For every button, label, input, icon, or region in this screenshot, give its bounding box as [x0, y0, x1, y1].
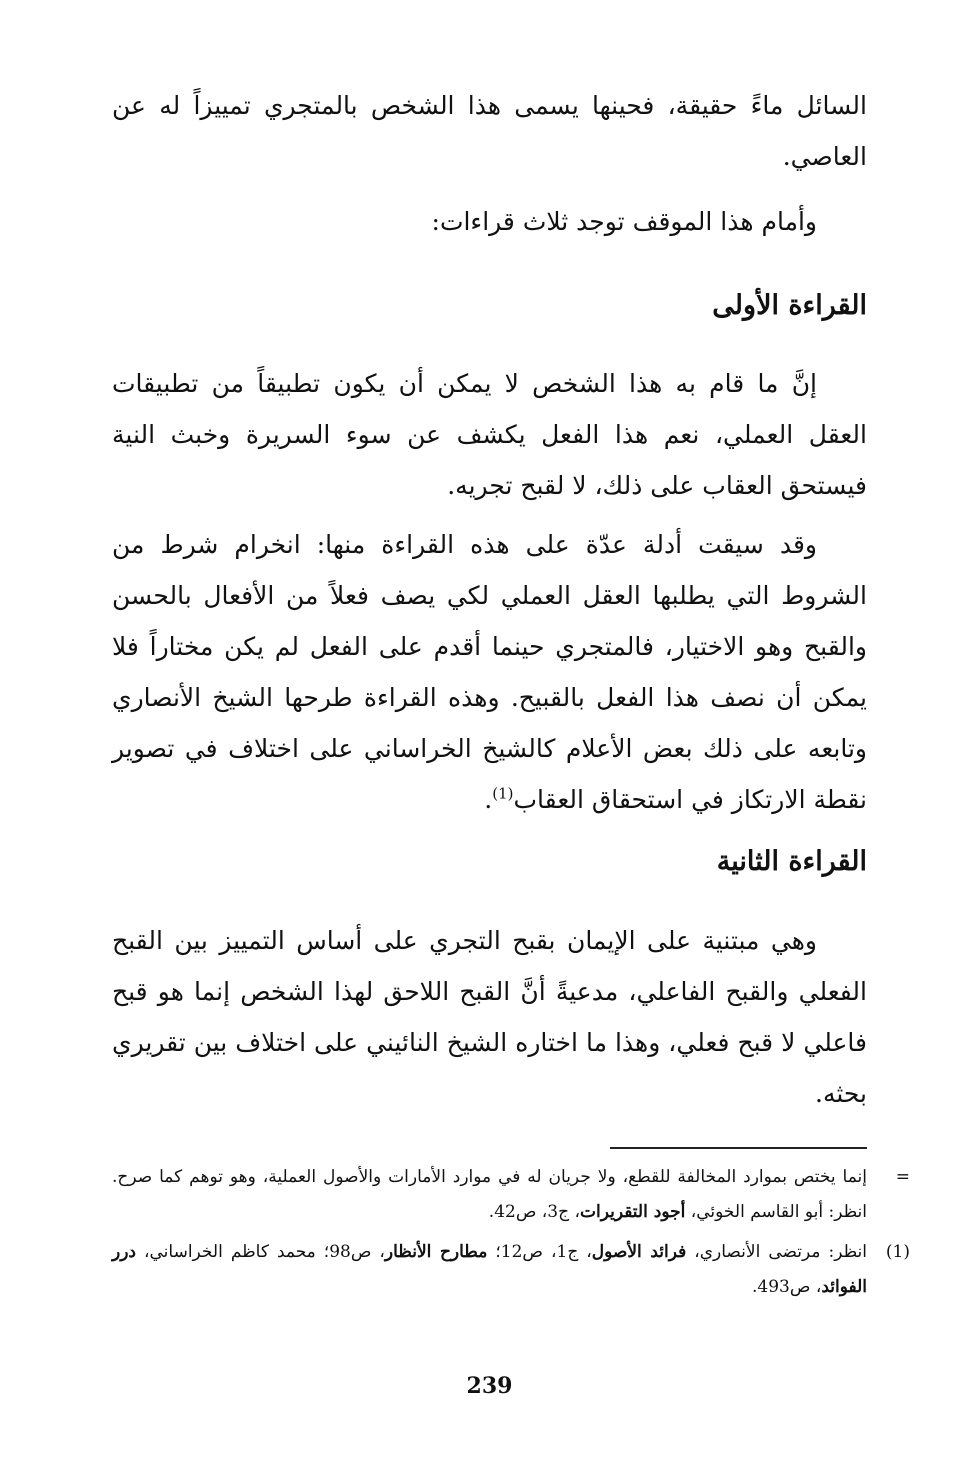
footnote-ref-1[interactable]: (1) [492, 784, 514, 803]
intro-paragraph [112, 80, 867, 182]
footnote-1-book-2: مطارح الأنظار [384, 1242, 488, 1262]
footnote-1-text-d: ، ص493. [752, 1277, 822, 1297]
first-reading-evidence-paragraph [112, 519, 867, 825]
footnote-1 [112, 1235, 910, 1305]
footnote-1-book-1: فرائد الأصول [591, 1242, 687, 1262]
evidence-text: وقد سيقت أدلة عدّة على هذه القراءة منها: انخرام شرط من الشروط التي يطلبها العقل العملي لكي يصف فعلاً من الأفعال بالحسن والقبح وهو الاختيار، فالمتجري حينما أقدم على الفعل لم يكن مختاراً فلا يمكن أن نصف هذا الفعل بالقبيح. وهذه القراءة طرحها الشيخ الأنصاري وتابعه على ذلك بعض الأعلام كالشيخ الخراساني على اختلاف في تصوير نقطة الارتكاز في استحقاق العقاب [112, 530, 867, 814]
footnote-1-text-c: ، ص98؛ محمد كاظم الخراساني، [136, 1242, 385, 1262]
first-reading-heading: القراءة الأولى [712, 290, 867, 321]
first-reading-text: إنَّ ما قام به هذا الشخص لا يمكن أن يكون تطبيقاً من تطبيقات العقل العملي، نعم هذا الفعل يكشف عن سوء السريرة وخبث النية فيستحق العقاب على ذلك، لا لقبح تجريه. [112, 369, 867, 500]
footnote-book-title: أجود التقريرات [579, 1202, 686, 1222]
second-reading-text: وهي مبتنية على الإيمان بقبح التجري على أساس التمييز بين القبح الفعلي والقبح الفاعلي، مدعيةً أنَّ القبح اللاحق لهذا الشخص إنما هو قبح فاعلي لا قبح فعلي، وهذا ما اختاره الشيخ النائيني على اختلاف بين تقريري بحثه. [112, 926, 867, 1108]
page-number: 239 [466, 1373, 513, 1399]
first-reading-paragraph [112, 358, 867, 511]
footnote-1-text-b: ، ج1، ص12؛ [487, 1242, 592, 1262]
footnote-1-text-a: انظر: مرتضى الأنصاري، [686, 1242, 867, 1262]
footnote-1-book-3: درر الفوائد [112, 1242, 867, 1297]
second-reading-heading: القراءة الثانية [716, 846, 867, 877]
footnote-1-marker: (1) [885, 1242, 910, 1262]
intro-readings-line [112, 196, 867, 247]
second-reading-paragraph [112, 915, 867, 1119]
footnote-continuation [112, 1160, 910, 1230]
intro-text: السائل ماءً حقيقة، فحينها يسمى هذا الشخص بالمتجري تمييزاً له عن العاصي. [112, 91, 867, 171]
footnote-continuation-text-b: ، ج3، ص42. [488, 1202, 580, 1222]
evidence-end: . [484, 785, 493, 814]
footnote-continuation-text-a: إنما يختص بموارد المخالفة للقطع، ولا جريان له في موارد الأمارات والأصول العملية، وهو توهم كما صرح. انظر: أبو القاسم الخوئي، [112, 1167, 867, 1222]
readings-count-text: وأمام هذا الموقف توجد ثلاث قراءات: [431, 207, 817, 236]
footnote-divider [610, 1147, 867, 1149]
footnote-continuation-marker: = [895, 1167, 910, 1187]
